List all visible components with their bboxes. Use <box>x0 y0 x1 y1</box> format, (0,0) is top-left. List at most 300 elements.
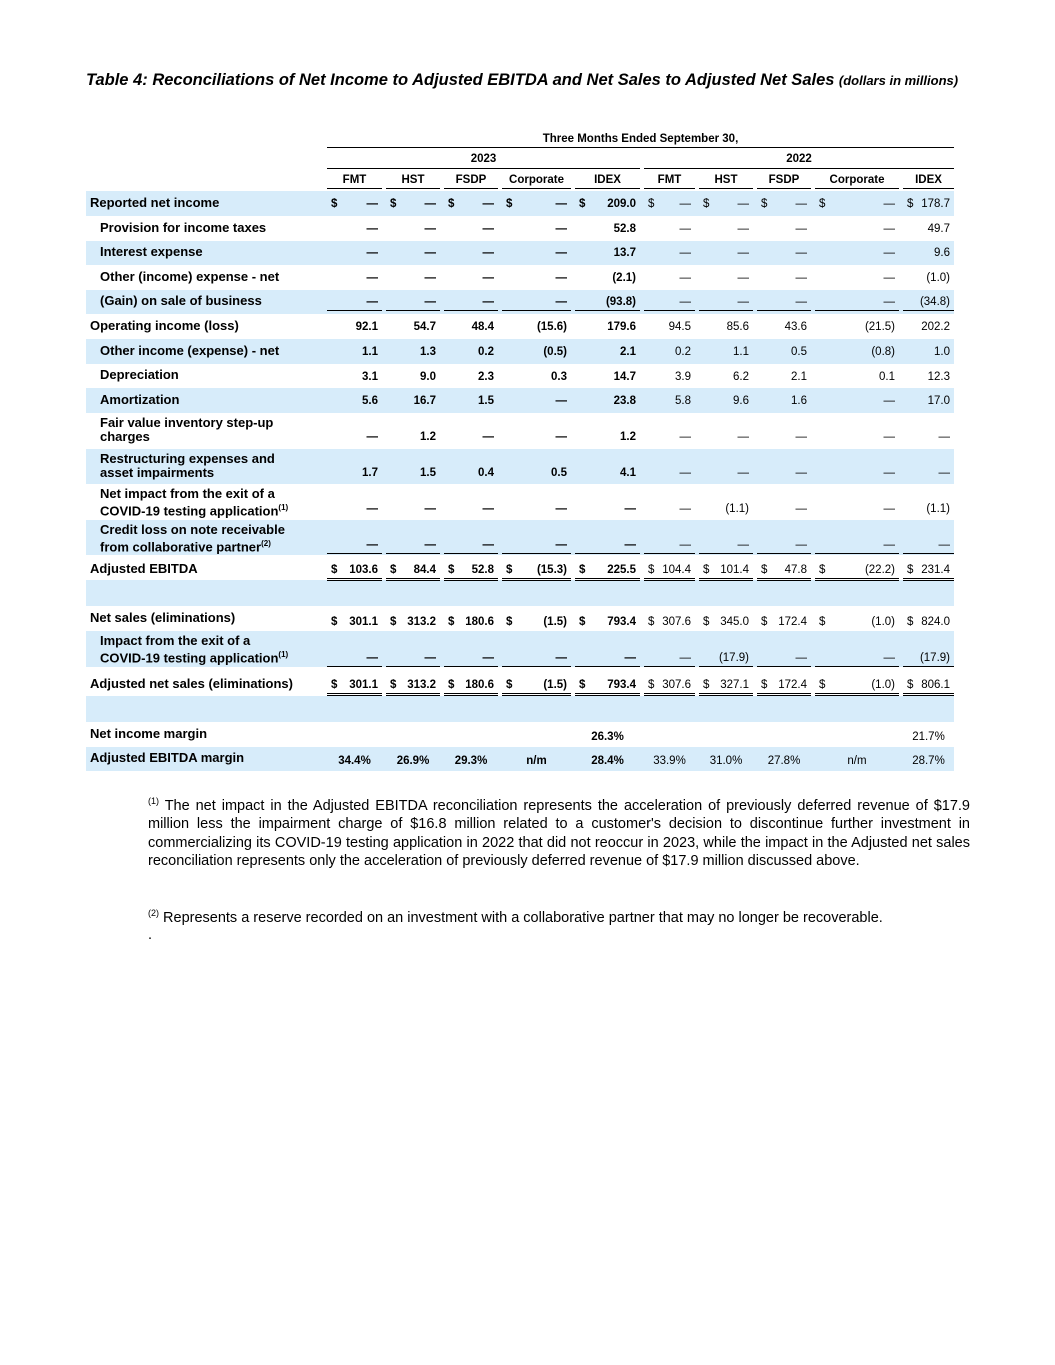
cell-value: — <box>482 539 494 551</box>
dollar-sign: $ <box>761 616 768 628</box>
cell-value: 29.3% <box>454 755 488 767</box>
cell-value: 4.1 <box>620 467 636 479</box>
table-cell <box>903 245 954 261</box>
cell-value: 26.3% <box>591 731 624 743</box>
table-cell <box>815 753 899 769</box>
cell-value: — <box>366 223 378 235</box>
row-label-text: COVID-19 testing application <box>100 650 279 666</box>
cell-value: 301.1 <box>349 616 378 628</box>
table-cell <box>815 270 899 286</box>
cell-value: 313.2 <box>407 679 436 691</box>
row-label-note: (1) <box>278 650 289 659</box>
row-label-text: from collaborative partner <box>100 539 262 555</box>
table-cell <box>502 753 571 769</box>
cell-value: — <box>883 272 895 284</box>
row-label-text: Net impact from the exit of a <box>100 486 275 501</box>
table-cell <box>644 221 695 237</box>
cell-value: 1.2 <box>420 431 436 443</box>
cell-value: — <box>737 539 749 551</box>
cell-value: — <box>424 223 436 235</box>
cell-value: 793.4 <box>607 616 636 628</box>
row-label <box>100 634 288 665</box>
cell-value: 1.3 <box>420 346 436 358</box>
dollar-sign: $ <box>390 564 397 576</box>
cell-value: 6.2 <box>733 371 749 383</box>
cell-value: 85.6 <box>726 321 749 333</box>
cell-value: 103.6 <box>349 564 378 576</box>
cell-value: — <box>795 539 807 551</box>
table-cell <box>502 245 571 261</box>
row-label: Operating income (loss) <box>90 318 239 333</box>
cell-value: 202.2 <box>921 321 950 333</box>
dollar-sign: $ <box>448 564 455 576</box>
table-cell <box>327 270 382 286</box>
cell-value: 23.8 <box>613 395 636 407</box>
cell-value: — <box>679 652 691 664</box>
cell-value: 0.1 <box>879 371 895 383</box>
table-cell <box>444 562 498 581</box>
dollar-sign: $ <box>703 198 710 210</box>
table-cell <box>699 245 753 261</box>
col-header-9: IDEX <box>915 174 942 186</box>
table-cell <box>903 196 954 212</box>
table-cell <box>327 369 382 385</box>
row-label-text: COVID-19 testing application <box>100 503 279 519</box>
dollar-sign: $ <box>703 679 710 691</box>
table-cell <box>644 429 695 445</box>
cell-value: 84.4 <box>413 564 436 576</box>
cell-value: — <box>555 223 567 235</box>
cell-value: 49.7 <box>927 223 950 235</box>
table-cell <box>644 650 695 667</box>
cell-value: 172.4 <box>778 679 807 691</box>
table-cell <box>502 393 571 409</box>
table-cell <box>903 393 954 409</box>
dollar-sign: $ <box>448 616 455 628</box>
cell-value: — <box>883 652 895 664</box>
table-cell <box>575 393 640 409</box>
cell-value: 824.0 <box>921 616 950 628</box>
col-header-rule-5 <box>644 188 695 189</box>
title-units: (dollars in millions) <box>838 73 959 88</box>
dollar-sign: $ <box>819 564 826 576</box>
cell-value: — <box>555 539 567 551</box>
cell-value: — <box>795 503 807 515</box>
dollar-sign: $ <box>907 616 914 628</box>
table-cell <box>644 537 695 554</box>
cell-value: (21.5) <box>864 321 895 333</box>
cell-value: (15.3) <box>536 564 567 576</box>
table-cell <box>699 465 753 481</box>
col-header-0: FMT <box>342 174 367 186</box>
table-cell <box>699 369 753 385</box>
dollar-sign: $ <box>506 679 513 691</box>
table-cell <box>386 393 440 409</box>
cell-value: 52.8 <box>613 223 636 235</box>
row-label: Provision for income taxes <box>100 220 267 235</box>
row-label: Net income margin <box>90 726 208 741</box>
dollar-sign: $ <box>907 679 914 691</box>
cell-value: — <box>883 395 895 407</box>
table-cell <box>903 319 954 335</box>
cell-value: — <box>938 539 950 551</box>
table-cell <box>757 369 811 385</box>
table-cell <box>757 294 811 311</box>
table-cell <box>502 729 571 745</box>
table-cell <box>327 196 382 212</box>
cell-value: 0.3 <box>551 371 567 383</box>
table-cell <box>903 369 954 385</box>
table-cell <box>815 677 899 696</box>
row-label-line <box>100 634 288 648</box>
table-cell <box>644 562 695 581</box>
cell-value: — <box>424 296 436 308</box>
cell-value: 34.4% <box>338 755 371 767</box>
row-label <box>100 487 288 518</box>
dollar-sign: $ <box>448 198 455 210</box>
cell-value: — <box>883 467 895 479</box>
cell-value: 313.2 <box>407 616 436 628</box>
dollar-sign: $ <box>579 564 586 576</box>
table-cell <box>903 344 954 360</box>
cell-value: 43.6 <box>784 321 807 333</box>
dollar-sign: $ <box>761 679 768 691</box>
cell-value: — <box>424 247 436 259</box>
table-cell <box>386 196 440 212</box>
col-header-6: HST <box>714 174 738 186</box>
table-cell <box>444 501 498 517</box>
cell-value: — <box>795 652 807 664</box>
cell-value: 301.1 <box>349 679 378 691</box>
table-cell <box>327 729 382 745</box>
table-cell <box>815 245 899 261</box>
dollar-sign: $ <box>761 198 768 210</box>
cell-value: — <box>795 223 807 235</box>
table-cell <box>757 614 811 630</box>
cell-value: 27.8% <box>767 755 801 767</box>
cell-value: — <box>883 539 895 551</box>
row-label-line <box>100 416 273 430</box>
cell-value: 2.1 <box>620 346 636 358</box>
dollar-sign: $ <box>648 616 655 628</box>
table-cell <box>815 465 899 481</box>
table-cell <box>444 465 498 481</box>
cell-value: 9.6 <box>934 247 950 259</box>
table-title <box>86 70 966 91</box>
dollar-sign: $ <box>648 679 655 691</box>
cell-value: — <box>366 296 378 308</box>
cell-value: — <box>938 467 950 479</box>
cell-value: — <box>737 431 749 443</box>
row-label: Other income (expense) - net <box>100 343 280 358</box>
table-cell <box>699 729 753 745</box>
table-cell <box>575 429 640 445</box>
dollar-sign: $ <box>579 679 586 691</box>
cell-value: (1.0) <box>926 272 950 284</box>
table-cell <box>444 344 498 360</box>
row-label-text: Fair value inventory step-up <box>100 415 274 430</box>
cell-value: — <box>679 198 691 210</box>
cell-value: — <box>366 431 378 443</box>
table-cell <box>502 270 571 286</box>
table-cell <box>644 294 695 311</box>
cell-value: — <box>679 223 691 235</box>
cell-value: 3.1 <box>362 371 378 383</box>
cell-value: 28.4% <box>591 755 624 767</box>
table-cell <box>327 393 382 409</box>
table-cell <box>699 319 753 335</box>
table-cell <box>815 501 899 517</box>
table-cell <box>757 221 811 237</box>
blank-band-1 <box>86 696 954 722</box>
table-cell <box>815 319 899 335</box>
table-cell <box>502 501 571 517</box>
table-cell <box>386 221 440 237</box>
cell-value: — <box>424 503 436 515</box>
table-cell <box>444 753 498 769</box>
row-label-line <box>100 430 273 444</box>
table-cell <box>757 429 811 445</box>
cell-value: 307.6 <box>662 616 691 628</box>
cell-value: — <box>737 296 749 308</box>
row-label-text: asset impairments <box>100 465 215 480</box>
table-cell <box>815 429 899 445</box>
cell-value: — <box>883 431 895 443</box>
row-label: (Gain) on sale of business <box>100 293 262 308</box>
table-cell <box>502 562 571 581</box>
table-cell <box>757 729 811 745</box>
cell-value: — <box>482 296 494 308</box>
cell-value: — <box>679 247 691 259</box>
cell-value: 1.1 <box>362 346 378 358</box>
table-cell <box>575 753 640 769</box>
cell-value: 54.7 <box>413 321 436 333</box>
table-cell <box>815 393 899 409</box>
cell-value: — <box>679 467 691 479</box>
row-label-text: Impact from the exit of a <box>100 633 251 648</box>
dollar-sign: $ <box>703 564 710 576</box>
cell-value: — <box>555 652 567 664</box>
cell-value: (1.5) <box>543 616 567 628</box>
table-cell <box>575 465 640 481</box>
cell-value: 2.1 <box>791 371 807 383</box>
cell-value: — <box>482 652 494 664</box>
cell-value: 0.5 <box>551 467 567 479</box>
table-cell <box>327 319 382 335</box>
cell-value: — <box>795 272 807 284</box>
table-cell <box>815 614 899 630</box>
dollar-sign: $ <box>506 198 513 210</box>
cell-value: 9.0 <box>420 371 436 383</box>
table-cell <box>757 393 811 409</box>
row-label: Amortization <box>100 392 180 407</box>
cell-value: — <box>679 539 691 551</box>
dollar-sign: $ <box>648 198 655 210</box>
col-header-rule-8 <box>815 188 899 189</box>
row-label-note: (1) <box>278 503 289 512</box>
cell-value: — <box>679 431 691 443</box>
cell-value: n/m <box>526 755 547 767</box>
table-cell <box>699 501 753 517</box>
col-header-rule-3 <box>502 188 571 189</box>
dollar-sign: $ <box>331 198 338 210</box>
row-label: Adjusted EBITDA margin <box>90 750 245 765</box>
dollar-sign: $ <box>819 616 826 628</box>
cell-value: 1.2 <box>620 431 636 443</box>
cell-value: 2.3 <box>478 371 494 383</box>
cell-value: — <box>555 272 567 284</box>
cell-value: — <box>679 503 691 515</box>
dollar-sign: $ <box>331 564 338 576</box>
cell-value: 13.7 <box>613 247 636 259</box>
table-cell <box>502 196 571 212</box>
row-label-line <box>100 466 275 480</box>
cell-value: (15.6) <box>536 321 567 333</box>
cell-value: (1.0) <box>871 616 895 628</box>
cell-value: — <box>883 247 895 259</box>
table-cell <box>699 393 753 409</box>
dollar-sign: $ <box>390 616 397 628</box>
table-cell <box>757 753 811 769</box>
cell-value: 178.7 <box>921 198 950 210</box>
row-label: Other (income) expense - net <box>100 269 280 284</box>
cell-value: 28.7% <box>912 755 945 767</box>
table-cell <box>575 562 640 581</box>
table-cell <box>386 753 440 769</box>
cell-value: (2.1) <box>612 272 636 284</box>
table-cell <box>386 465 440 481</box>
table-cell <box>502 369 571 385</box>
cell-value: 26.9% <box>396 755 430 767</box>
cell-value: 12.3 <box>927 371 950 383</box>
cell-value: — <box>366 503 378 515</box>
table-cell <box>757 344 811 360</box>
table-cell <box>644 344 695 360</box>
cell-value: 307.6 <box>662 679 691 691</box>
row-label: Depreciation <box>100 367 179 382</box>
cell-value: (34.8) <box>919 296 950 308</box>
footnote-1-marker: (1) <box>148 796 159 806</box>
row-label <box>100 523 285 554</box>
table-cell <box>502 294 571 311</box>
table-cell <box>575 369 640 385</box>
year-2023: 2023 <box>470 153 497 165</box>
table-cell <box>327 429 382 445</box>
dollar-sign: $ <box>390 679 397 691</box>
table-cell <box>575 501 640 517</box>
dollar-sign: $ <box>648 564 655 576</box>
row-label: Net sales (eliminations) <box>90 610 236 625</box>
cell-value: — <box>795 431 807 443</box>
cell-value: — <box>555 247 567 259</box>
cell-value: 345.0 <box>720 616 749 628</box>
table-cell <box>502 429 571 445</box>
cell-value: — <box>424 652 436 664</box>
cell-value: — <box>679 296 691 308</box>
table-cell <box>444 729 498 745</box>
table-cell <box>903 614 954 630</box>
row-label: Adjusted EBITDA <box>90 561 198 576</box>
table-cell <box>444 245 498 261</box>
col-header-rule-6 <box>699 188 753 189</box>
table-cell <box>327 245 382 261</box>
footnote-2-text: Represents a reserve recorded on an investment with a collaborative partner that may no longer be recoverable. <box>163 909 883 926</box>
table-cell <box>575 729 640 745</box>
table-cell <box>327 677 382 696</box>
cell-value: 0.5 <box>791 346 807 358</box>
table-cell <box>757 677 811 696</box>
cell-value: 1.5 <box>420 467 436 479</box>
cell-value: — <box>883 503 895 515</box>
cell-value: 1.5 <box>478 395 494 407</box>
row-label-text: Credit loss on note receivable <box>100 522 285 537</box>
table-cell <box>575 245 640 261</box>
cell-value: 179.6 <box>607 321 636 333</box>
table-cell <box>699 677 753 696</box>
table-cell <box>903 429 954 445</box>
title-main: Table 4: Reconciliations of Net Income to Adjusted EBITDA and Net Sales to Adjusted Net Sales <box>86 71 835 89</box>
cell-value: (1.1) <box>926 503 950 515</box>
table-cell <box>815 537 899 554</box>
table-cell <box>815 196 899 212</box>
table-cell <box>327 650 382 667</box>
table-cell <box>815 729 899 745</box>
cell-value: — <box>737 223 749 235</box>
cell-value: 47.8 <box>784 564 807 576</box>
cell-value: 806.1 <box>921 679 950 691</box>
cell-value: — <box>795 467 807 479</box>
table-cell <box>699 614 753 630</box>
cell-value: — <box>938 431 950 443</box>
cell-value: — <box>555 503 567 515</box>
row-label: Adjusted net sales (eliminations) <box>90 676 293 691</box>
table-cell <box>444 196 498 212</box>
table-cell <box>386 614 440 630</box>
table-cell <box>757 537 811 554</box>
table-cell <box>386 270 440 286</box>
cell-value: (17.9) <box>919 652 950 664</box>
cell-value: — <box>482 247 494 259</box>
cell-value: — <box>366 272 378 284</box>
table-cell <box>757 562 811 581</box>
cell-value: 0.4 <box>478 467 494 479</box>
table-cell <box>644 501 695 517</box>
cell-value: 31.0% <box>709 755 743 767</box>
dollar-sign: $ <box>819 198 826 210</box>
dollar-sign: $ <box>448 679 455 691</box>
dollar-sign: $ <box>390 198 397 210</box>
table-cell <box>644 753 695 769</box>
table-cell <box>502 614 571 630</box>
cell-value: 5.8 <box>675 395 691 407</box>
cell-value: 0.2 <box>675 346 691 358</box>
year-2022: 2022 <box>786 153 812 165</box>
cell-value: — <box>795 198 807 210</box>
cell-value: — <box>482 198 494 210</box>
cell-value: — <box>366 198 378 210</box>
cell-value: — <box>482 223 494 235</box>
table-cell <box>699 344 753 360</box>
cell-value: 327.1 <box>720 679 749 691</box>
table-cell <box>815 344 899 360</box>
cell-value: — <box>795 296 807 308</box>
table-cell <box>757 270 811 286</box>
table-cell <box>386 537 440 554</box>
cell-value: 225.5 <box>607 564 636 576</box>
col-header-rule-4 <box>575 188 640 189</box>
row-label <box>100 452 275 480</box>
table-cell <box>757 196 811 212</box>
